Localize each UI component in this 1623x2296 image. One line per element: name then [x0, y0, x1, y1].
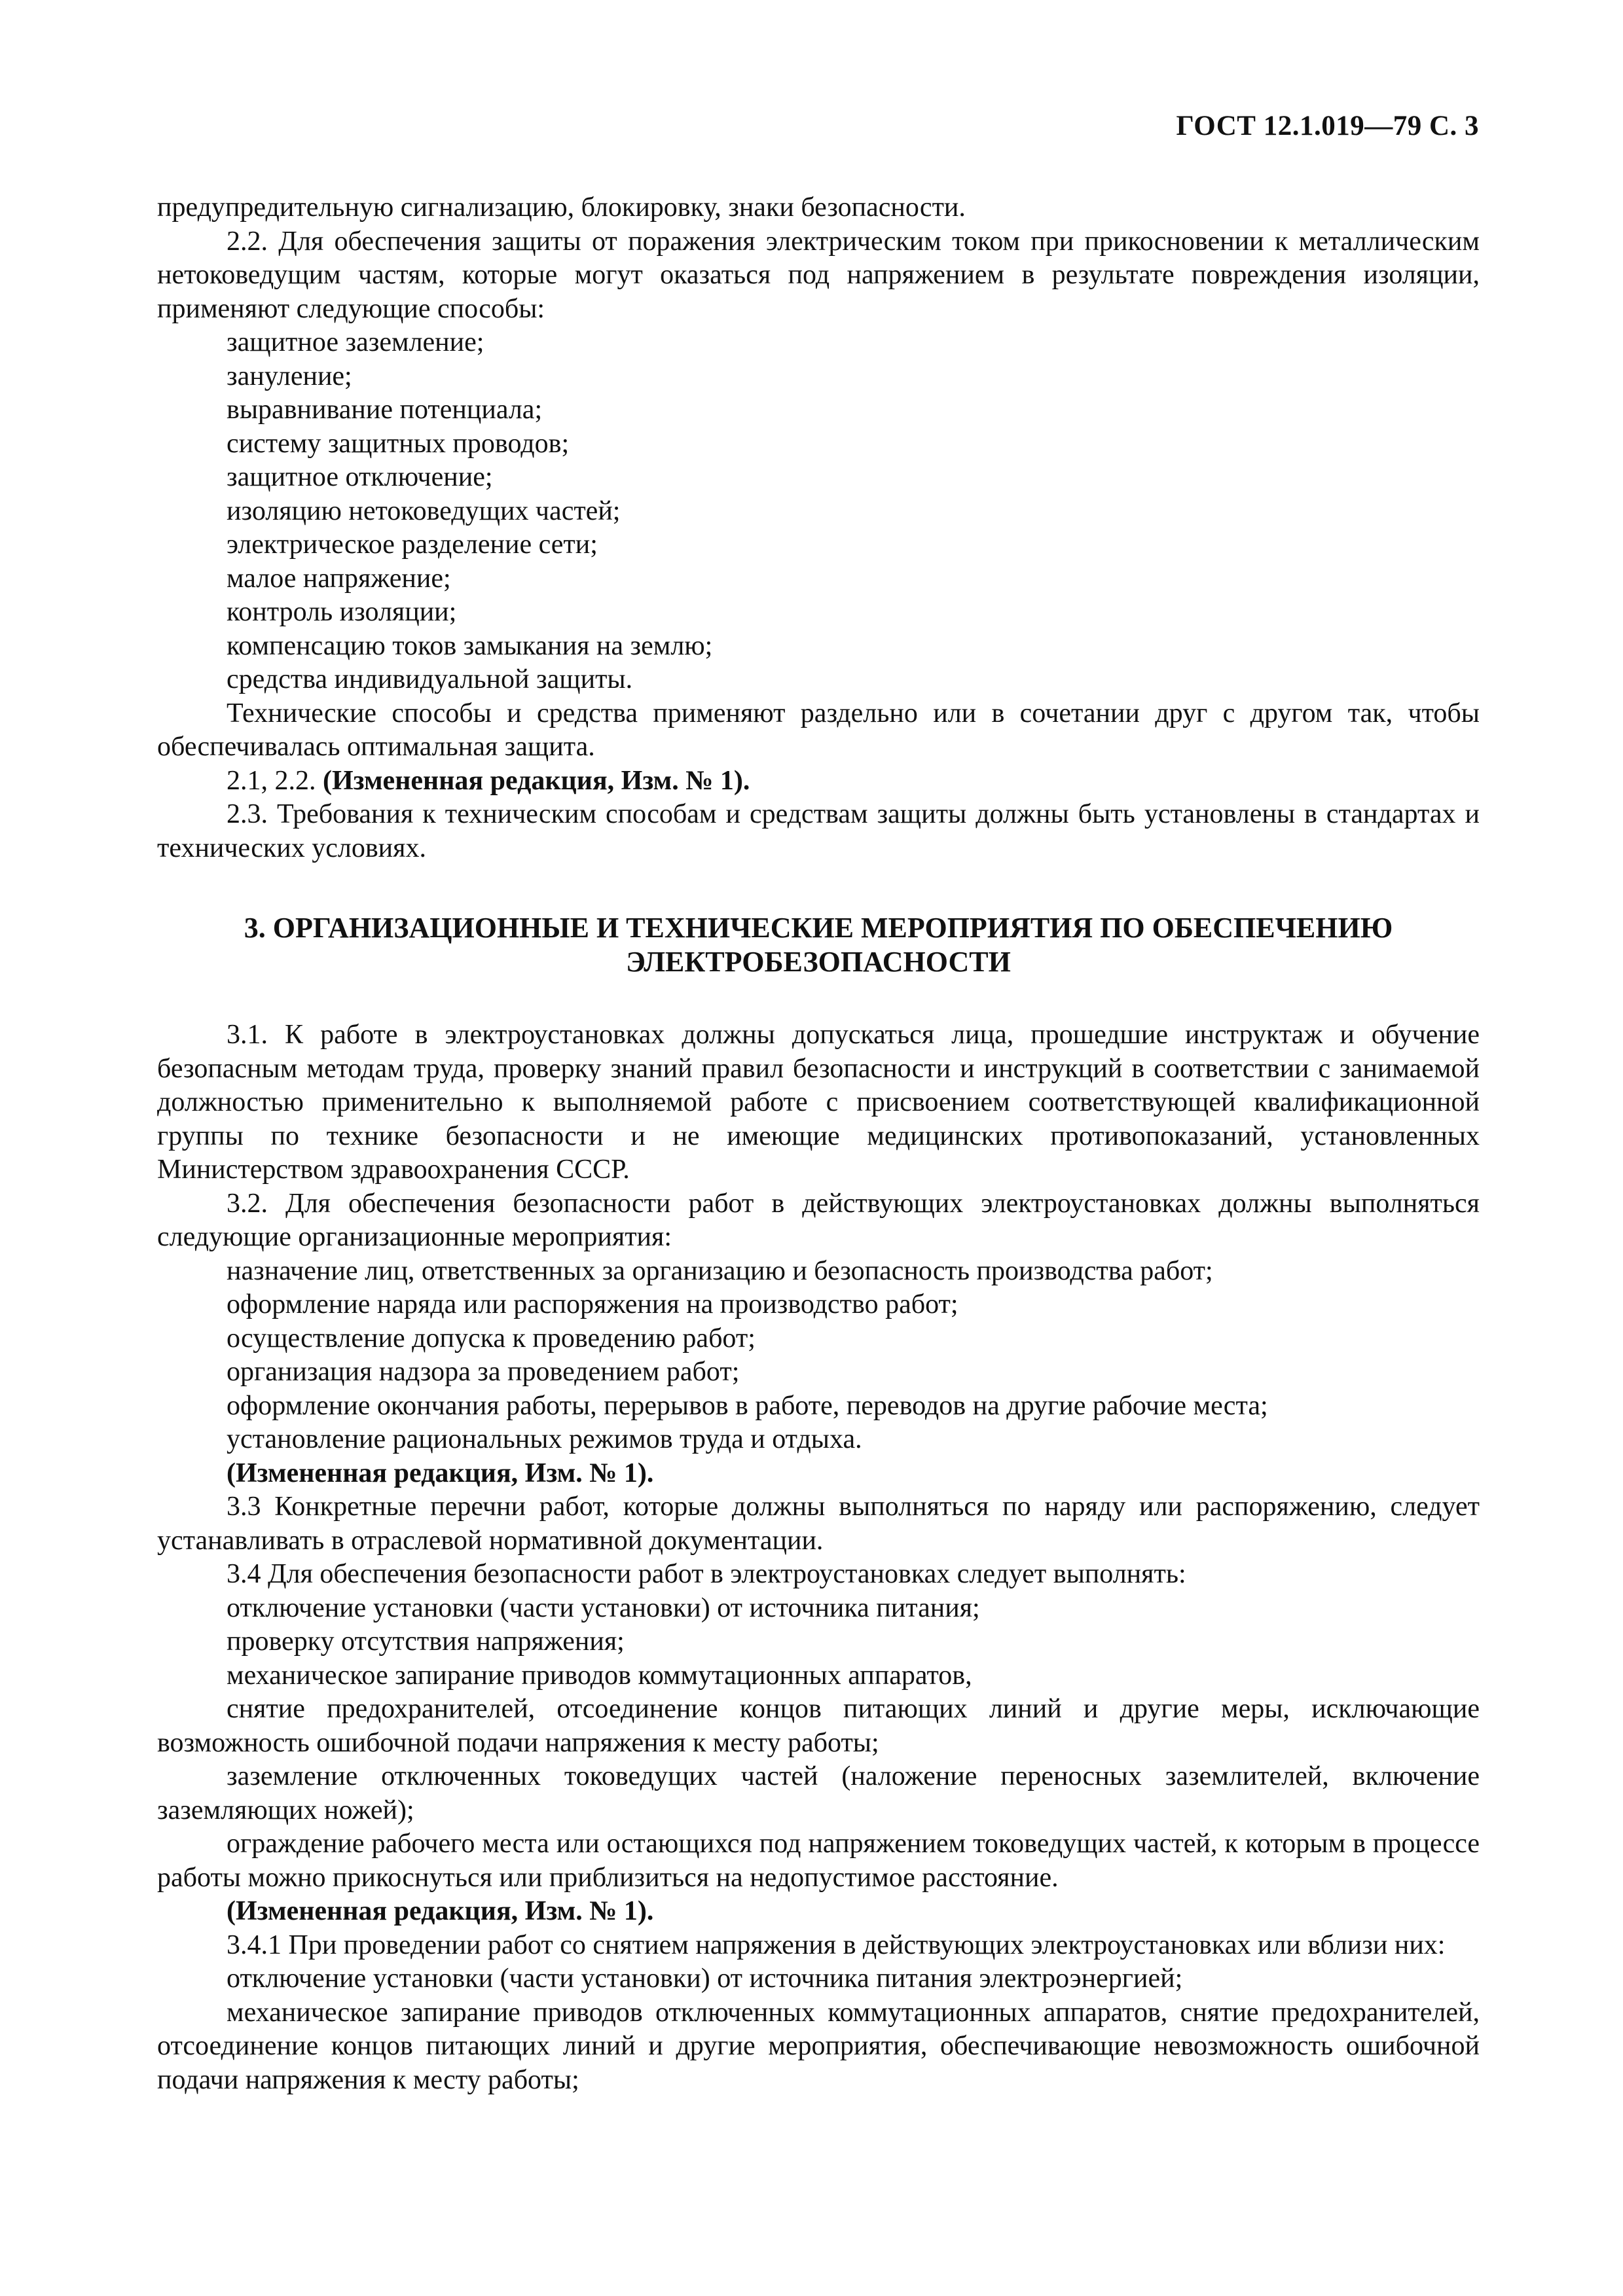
list-item: организация надзора за проведением работ; — [227, 1357, 740, 1387]
paragraph: 3.4.1 При проведении работ со снятием напряжения в действующих электроустановках или вблизи них: — [227, 1929, 1446, 1960]
document-body — [157, 191, 1480, 2097]
list-item: оформление окончания работы, перерывов в работе, переводов на другие рабочие места; — [227, 1390, 1268, 1421]
paragraph: 3.2. Для обеспечения безопасности работ в действующих электроустановках должны выполняться следующие организационные мероприятия: — [157, 1188, 1480, 1252]
list-item: систему защитных проводов; — [227, 428, 570, 459]
list-item: оформление наряда или распоряжения на производство работ; — [227, 1289, 958, 1319]
list-item: осуществление допуска к проведению работ; — [227, 1323, 756, 1354]
list-item: отключение установки (части установки) от источника питания; — [227, 1592, 980, 1623]
list-item: электрическое разделение сети; — [227, 529, 598, 560]
list-item: компенсацию токов замыкания на землю; — [227, 630, 713, 661]
list-item: механическое запирание приводов коммутационных аппаратов, — [227, 1660, 972, 1691]
list-item: выравнивание потенциала; — [227, 395, 543, 425]
paragraph — [157, 764, 1480, 798]
amendment-note: (Измененная редакция, Изм. № 1). — [227, 1896, 654, 1926]
list-item: отключение установки (части установки) от источника питания электроэнергией; — [227, 1964, 1183, 1994]
list-item: средства индивидуальной защиты. — [227, 664, 633, 694]
paragraph: снятие предохранителей, отсоединение концов питающих линий и другие меры, исключающие возможность ошибочной подачи напряжения к месту работы; — [157, 1694, 1480, 1758]
paragraph: предупредительную сигнализацию, блокировку, знаки безопасности. — [157, 192, 966, 223]
list-item: защитное заземление; — [227, 327, 484, 357]
list-item: защитное отключение; — [227, 462, 493, 492]
section-title: 3. ОРГАНИЗАЦИОННЫЕ И ТЕХНИЧЕСКИЕ МЕРОПРИЯТИЯ ПО ОБЕСПЕЧЕНИЮ ЭЛЕКТРОБЕЗОПАСНОСТИ — [244, 912, 1393, 978]
paragraph: 3.4 Для обеспечения безопасности работ в электроустановках следует выполнять: — [227, 1559, 1186, 1589]
list-item: изоляцию нетоковедущих частей; — [227, 495, 621, 526]
paragraph: Технические способы и средства применяют раздельно или в сочетании друг с другом так, чтобы обеспечивалась оптимальная защита. — [157, 698, 1480, 762]
list-item: проверку отсутствия напряжения; — [227, 1626, 625, 1657]
paragraph: 3.3 Конкретные перечни работ, которые должны выполняться по наряду или распоряжению, следует устанавливать в отраслевой нормативной документации. — [157, 1492, 1480, 1556]
paragraph: механическое запирание приводов отключенных коммутационных аппаратов, снятие предохранителей, отсоединение концов питающих линий и другие мероприятия, обеспечивающие невозможность ошибочной подачи напряжения к месту работы; — [157, 1997, 1480, 2095]
page-header: ГОСТ 12.1.019—79 С. 3 — [1176, 111, 1479, 141]
paragraph: заземление отключенных токоведущих частей (наложение переносных заземлителей, включение заземляющих ножей); — [157, 1761, 1480, 1825]
amendment-note: (Измененная редакция, Изм. № 1). — [227, 1458, 654, 1488]
list-item: зануление; — [227, 361, 352, 391]
list-item: малое напряжение; — [227, 563, 451, 594]
paragraph: 2.3. Требования к техническим способам и средствам защиты должны быть установлены в стандартах и технических условиях. — [157, 799, 1480, 863]
paragraph: ограждение рабочего места или остающихся под напряжением токоведущих частей, к которым в процессе работы можно прикоснуться или приблизиться на недопустимое расстояние. — [157, 1829, 1480, 1893]
paragraph: 2.2. Для обеспечения защиты от поражения электрическим током при прикосновении к металлическим нетоковедущим частям, которые могут оказаться под напряжением в результате повреждения изоляции, применяют следующие способы: — [157, 226, 1480, 324]
list-item: контроль изоляции; — [227, 597, 457, 627]
list-item: установление рациональных режимов труда и отдыха. — [227, 1424, 862, 1454]
amendment-note: (Измененная редакция, Изм. № 1). — [323, 765, 750, 796]
paragraph: 3.1. К работе в электроустановках должны допускаться лица, прошедшие инструктаж и обучение безопасным методам труда, проверку знаний правил безопасности и инструкций в соответствии с занимаемой должностью применительно к выполняемой работе с присвоением соответствующей квалификационной группы по технике безопасности и не имеющие медицинских противопоказаний, установленных Министерством здравоохранения СССР. — [157, 1020, 1480, 1185]
list-item: назначение лиц, ответственных за организацию и безопасность производства работ; — [227, 1255, 1213, 1286]
paragraph-number: 2.1, 2.2. — [227, 765, 323, 796]
